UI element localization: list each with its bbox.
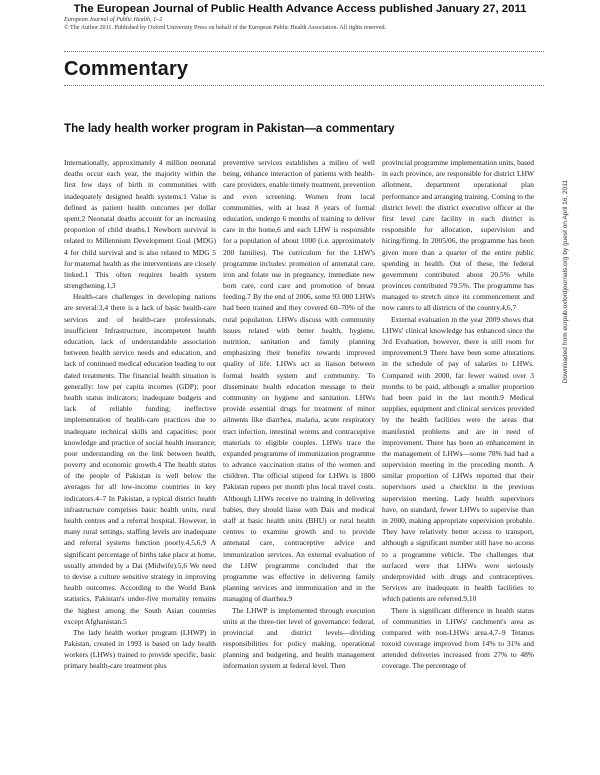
text-column-2 bbox=[223, 157, 375, 769]
bottom-dotted-rule bbox=[64, 85, 544, 86]
copyright-line: © The Author 2011. Published by Oxford University Press on behalf of the European Public Health Association. All rights reserved. bbox=[64, 25, 387, 31]
paragraph: preventive services establishes a milieu of well being, enhance interaction of patients with health-care providers, enable timely treatment, prevention and even screening. Women from local communities, with at least 8 years of formal education, undergo 6 months of training to deliver care in the home,6 and each LHW is responsible for a population of about 1000 (i.e. approximately 200 families). The curriculum for the LHW's programme includes: promotion of antenatal care, iron and folate use in pregnancy, immediate new born care, cord care and promotion of breast feeding.7 By the end of 2006, some 93 000 LHWs had been trained and they covered 60–70% of the rural population. LHWs discuss with community issues related with better health, hygiene, nutrition, sanitation and family planning emphasizing their benefits towards improved quality of life. LHWs act as liaison between formal health system and community. To disseminate health education message to their community on hygiene and sanitation. LHWs provide essential drugs for treatment of minor ailments like diarrhea, malaria, acute respiratory tract infection, intestinal worms and contraceptive materials to eligible couples. LHWs trace the expanded programme of immunization programme to advance vaccination status of the women and children. The official stipend for LHWs is 1800 Pakistan rupees per month plus local travel costs. Although LHWs receive no training in delivering babies, they should liaise with Dais and medical staff at basic health units (BHU) or rural health centres to examine growth and to provide antenatal care, contraceptive advice and immunization services. An external evaluation of the LHW programme concluded that the programme was effective in delivering family planning services and immunization and in the managing of diarrhea.9 bbox=[223, 158, 375, 604]
paragraph: Internationally, approximately 4 million neonatal deaths occur each year, the majority within the first few days of birth in communities with inadequately designed health systems.1 Value is defined as patient health outcomes per dollar spent.2 Neonatal deaths account for an increasing proportion of child deaths.1 Newborn survival is related to Millennium Development Goal (MDG) 4 for child survival and is also related to MDG 5 for maternal health as the interventions are closely linked.1 This often requires health system strengthening.1,3 bbox=[64, 158, 216, 291]
paragraph: There is significant difference in health status of communities in LHWs' catchment's area as compared with non-LHWs area.4,7–9 Tetanus toxoid coverage improved from 14% to 31% and attended deliveries increased from 27% to 48% coverage. The percentage of bbox=[382, 605, 534, 671]
journal-citation-line: European Journal of Public Health, 1–2 bbox=[64, 17, 163, 23]
text-column-3 bbox=[382, 157, 534, 769]
paragraph: Health-care challenges in developing nations are several:3,4 there is a lack of basic health-care services and of health-care professionals, insufficient Infrastructure, incompetent health education, lack of understandable association between health service needs and education, and lack of continued medical education leading to out dated treatments. The financial health situation is generally: low per capita incomes (GDP); poor health status indicators; inadequate budgets and lack of reliable funding; ineffective implementation of health-care practices due to inadequate technical skills and capacities; poor knowledge and practice of social health insurance; poor understanding on the link between health, poverty and economic growth.4 The health status of the people of Pakistan is well below the averages for all low-income countries in key indicators.4–7 In Pakistan, a typical district health infrastructure comprises basic health units, rural health centres and a referral hospital. However, in many rural settings, staffing levels are inadequate and referral systems function poorly.4,5,6,9 A significant percentage of births take place at home, usually attended by a Dai (Midwife).5,6 We need to devise a culture sensitive strategy in improving health outcomes. According to the World Bank statistics, Pakistan's under-five mortality remains the highest among the South Asian countries except Afghanistan.5 bbox=[64, 292, 216, 626]
text-column-1 bbox=[64, 157, 216, 769]
article-title: The lady health worker program in Pakistan—a commentary bbox=[64, 122, 395, 135]
paragraph: External evaluation in the year 2009 shows that LHWs' clinical knowledge has enhanced since the 3rd Evaluation, however, there is still room for improvement.9 There have been some alterations in the schedule of pay of salaries to LHWs. Compared with 2000, far fewer waited over 3 months to be paid, although a smaller proportion had been paid in the last month.9 Medical supplies, equipment and clinical services provided by the health facilities were the areas that manifested problems and are in need of improvement. There has been an enhancement in the management of LHWs—some 78% had had a supervision meeting in the preceding month. A similar proportion of LHWs reported that their supervisors used a checklist in the previous supervision meeting. Lady health supervisors have, on standard, fewer LHWs to supervise than in 2000, making appropriate supervision probable. They have relatively better access to transport, although a significant number still have no access to a programme vehicle. The challenges that surfaced were that LHWs were seriously underprovided with drugs and contraceptives. Services are inadequate in health facilities to which patients are referred.9,10 bbox=[382, 314, 534, 604]
top-dotted-rule bbox=[64, 51, 544, 52]
download-side-note: Downloaded from eurpub.oxfordjournals.org by guest on April 16, 2011 bbox=[562, 180, 569, 384]
section-heading: Commentary bbox=[64, 58, 189, 80]
journal-header-title: The European Journal of Public Health Advance Access published January 27, 2011 bbox=[73, 3, 527, 15]
paragraph: The lady health worker program (LHWP) in Pakistan, created in 1993 is based on lady health workers (LHWs) trained to provide specific, basic primary health-care treatment plus bbox=[64, 627, 216, 671]
paragraph: The LHWP is implemented through execution units at the three-tier level of governance: federal, provincial and district levels—dividing responsibilities for policy making, operational planning and budgeting, and health management information system at federal level. Then bbox=[223, 605, 375, 671]
paragraph: provincial programme implementation units, based in each province, are responsible for district LHW allotment, department operational plan performance and arranging training. Coming to the district level: the district executive officer at the first level care facility in each district is responsible for allocation, supervision and hiring/firing. In 2005/06, the programme has been given more than a quarter of the entire public spending in health. Out of these, the federal government contributed about 20.5% while provinces contributed 79.5%. The programme has managed to stretch since its commencement and now caters to all districts of the country.4,6,7 bbox=[382, 158, 534, 313]
